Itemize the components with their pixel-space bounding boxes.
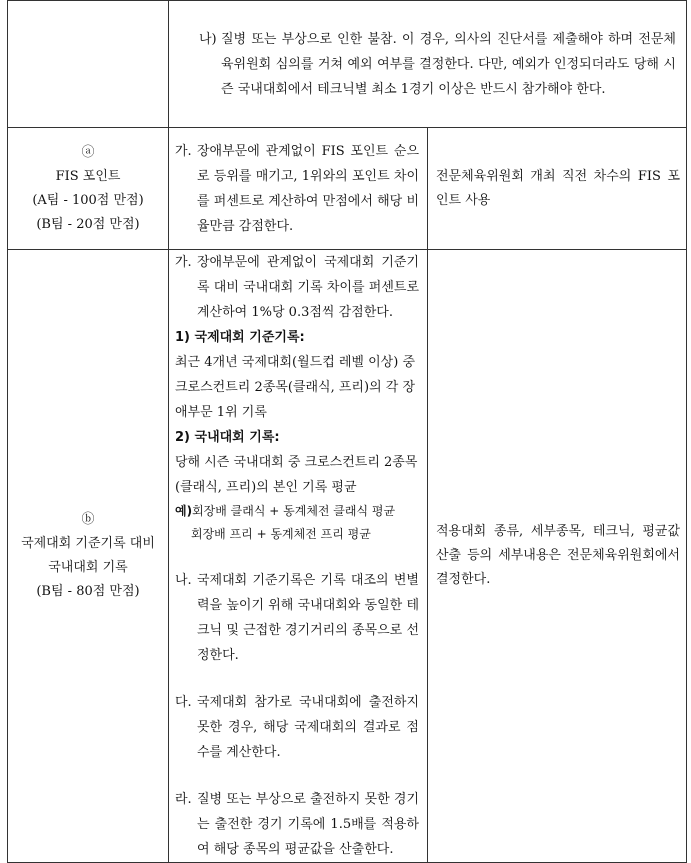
note-text: 적용대회 종류, 세부종목, 테크닉, 평균값 산출 등의 세부내용은 전문체육위원회에서 결정한다. [436, 524, 680, 587]
list-item [199, 27, 676, 102]
item-text: 장애부문에 관계없이 국제대회 기준기록 대비 국내대회 기록 차이를 퍼센트로 계산하여 1%당 0.3점씩 감점한다. [197, 255, 419, 320]
item-marker: 라. [175, 792, 192, 807]
item-text: 장애부문에 관계없이 FIS 포인트 순으로 등위를 매기고, 1위와의 포인트 차이를 퍼센트로 계산하여 만점에서 해당 비율만큼 감점한다. [197, 143, 419, 234]
category-title-2: 국내대회 기록 [48, 560, 128, 575]
empty-cell [8, 1, 169, 128]
category-score-b: (B팀 - 80점 만점) [36, 584, 140, 599]
category-score-b: (B팀 - 20점 만점) [36, 216, 140, 232]
item-marker: 나. [175, 573, 192, 588]
subheading-text: 최근 4개년 국제대회(월드컵 레벨 이상) 중 크로스컨트리 2종목(클래식, 프리)의 각 장애부문 1위 기록 [175, 355, 416, 420]
list-item [175, 690, 419, 765]
category-cell [8, 250, 169, 863]
category-title: FIS 포인트 [55, 168, 121, 184]
subheading: 2) 국내대회 기록: [175, 430, 280, 445]
item-text: 국제대회 기준기록은 기록 대조의 변별력을 높이기 위해 국내대회와 동일한 테크닉 및 근접한 경기거리의 종목으로 선정한다. [197, 573, 419, 663]
table-row [8, 250, 687, 863]
list-item [175, 250, 419, 325]
subheading-text: 당해 시즌 국내대회 중 크로스컨트리 2종목(클래식, 프리)의 본인 기록 평균 [175, 455, 418, 495]
item-text: 국제대회 참가로 국내대회에 출전하지 못한 경우, 해당 국제대회의 결과로 점수를 계산한다. [197, 695, 419, 760]
example-line [175, 500, 419, 523]
note-text: 전문체육위원회 개최 직전 차수의 FIS 포인트 사용 [436, 168, 680, 208]
item-marker: 가. [175, 143, 192, 159]
item-marker: 다. [175, 695, 192, 710]
list-item [175, 139, 419, 239]
item-marker: 가. [175, 255, 192, 270]
note-cell [428, 250, 687, 863]
note-cell [428, 128, 687, 250]
example-text: 회장배 클래식 + 동계체전 클래식 평균 [192, 504, 396, 518]
circled-b-symbol: ⓑ [81, 512, 95, 527]
content-cell [169, 250, 428, 863]
content-cell [169, 128, 428, 250]
item-text: 질병 또는 부상으로 출전하지 못한 경기는 출전한 경기 기록에 1.5배를 적용하여 해당 종목의 평균값을 산출한다. [197, 792, 419, 857]
category-title: 국제대회 기준기록 대비 [21, 536, 155, 551]
criteria-table [7, 0, 687, 863]
table-row [8, 1, 687, 128]
list-item [175, 568, 419, 668]
category-cell [8, 128, 169, 250]
circled-a-symbol: ⓐ [81, 144, 95, 160]
exception-cell [169, 1, 687, 128]
category-score-a: (A팀 - 100점 만점) [32, 192, 144, 208]
subheading: 1) 국제대회 기준기록: [175, 330, 305, 345]
item-marker: 나) [199, 31, 217, 47]
example-marker: 예) [175, 504, 193, 518]
table-row [8, 128, 687, 250]
item-text: 질병 또는 부상으로 인한 불참. 이 경우, 의사의 진단서를 제출해야 하며 전문체육위원회 심의를 거쳐 예외 여부를 결정한다. 다만, 예외가 인정되더라도 당해 시즌 국내대회에서 테크닉별 최소 1경기 이상은 반드시 참가해야 한다. [221, 31, 676, 97]
list-item [175, 787, 419, 862]
example-line: 회장배 프리 + 동계체전 프리 평균 [191, 527, 371, 541]
